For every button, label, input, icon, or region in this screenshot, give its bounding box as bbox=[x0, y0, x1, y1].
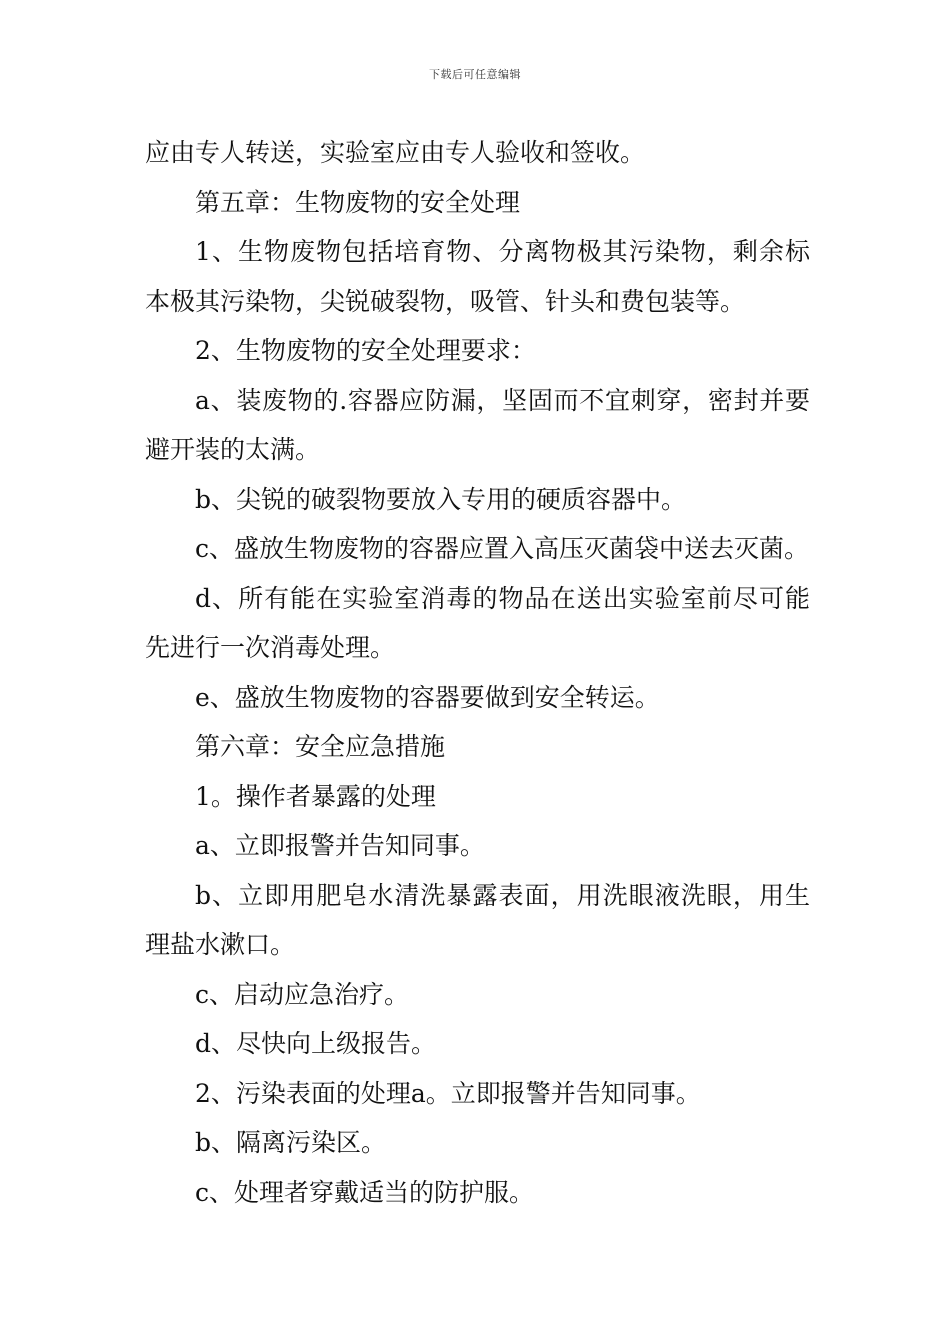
list-item: d、尽快向上级报告。 bbox=[195, 1029, 437, 1058]
paragraph: 1、生物废物包括培育物、分离物极其污染物，剩余标本极其污染物，尖锐破裂物，吸管、针头和费包装等。 bbox=[145, 237, 810, 316]
document-body bbox=[145, 128, 810, 1217]
list-item: b、尖锐的破裂物要放入专用的硬质容器中。 bbox=[195, 484, 687, 514]
list-item: c、处理者穿戴适当的防护服。 bbox=[195, 1177, 535, 1207]
list-item: a、装废物的.容器应防漏，坚固而不宜刺穿，密封并要避开装的太满。 bbox=[145, 385, 810, 464]
paragraph: 应由专人转送，实验室应由专人验收和签收。 bbox=[145, 138, 646, 167]
list-item: c、启动应急治疗。 bbox=[195, 979, 410, 1009]
list-item: b、立即用肥皂水清洗暴露表面，用洗眼液洗眼，用生理盐水漱口。 bbox=[145, 880, 810, 959]
page-header-note: 下载后可任意编辑 bbox=[429, 68, 521, 81]
list-item: d、所有能在实验室消毒的物品在送出实验室前尽可能先进行一次消毒处理。 bbox=[145, 583, 810, 662]
chapter-heading: 第五章：生物废物的安全处理 bbox=[195, 187, 521, 217]
list-item: b、隔离污染区。 bbox=[195, 1128, 387, 1157]
paragraph: 2、污染表面的处理a。立即报警并告知同事。 bbox=[195, 1078, 701, 1108]
paragraph: 2、生物废物的安全处理要求： bbox=[195, 336, 536, 365]
list-item: e、盛放生物废物的容器要做到安全转运。 bbox=[195, 682, 660, 712]
list-item: a、立即报警并告知同事。 bbox=[195, 831, 485, 860]
paragraph: 1。操作者暴露的处理 bbox=[195, 781, 436, 811]
chapter-heading: 第六章：安全应急措施 bbox=[195, 732, 446, 761]
list-item: c、盛放生物废物的容器应置入高压灭菌袋中送去灭菌。 bbox=[195, 534, 810, 563]
